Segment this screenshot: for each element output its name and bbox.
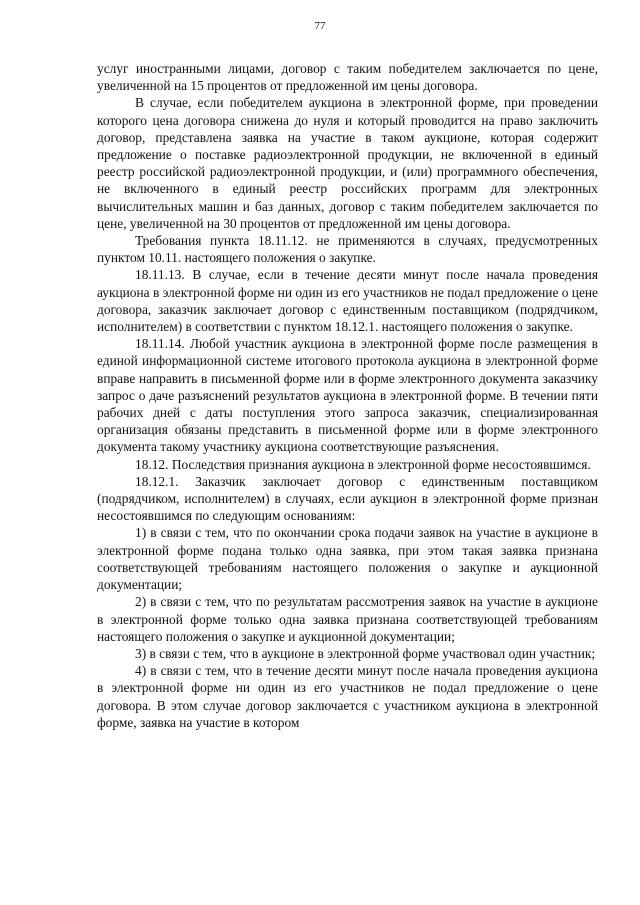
paragraph-18-12-1: 18.12.1. Заказчик заключает договор с единственным поставщиком (подрядчиком, исполнителем) в случаях, если аукцион в электронной форме признан несостоявшимся по следующим основаниям: (97, 473, 598, 524)
paragraph-18-11-13: 18.11.13. В случае, если в течение десяти минут после начала проведения аукциона в электронной форме ни один из его участников не подал предложение о цене договора, заказчик заключает договор с единственным поставщиком (подрядчиком, исполнителем) в соответствии с пунктом 18.12.1. настоящего положения о закупке. (97, 267, 599, 335)
paragraph-18-11-14: 18.11.14. Любой участник аукциона в электронной форме после размещения в единой информационной системе итогового протокола аукциона в электронной форме вправе направить в письменной форме или в форме электронного документа заказчику запрос о даче разъяснений результатов аукциона в электронной форме. В течении пяти рабочих дней с даты поступления этого запроса заказчик, специализированная организация обязаны представить в письменной форме или в форме электронного документа такому участнику аукциона соответствующие разъяснения. (97, 336, 598, 455)
list-item-2: 2) в связи с тем, что по результатам рассмотрения заявок на участие в аукционе в электронной форме только одна заявка признана соответствующей требованиям настоящего положения о закупке и аукционной документации; (97, 594, 598, 644)
list-item-1: 1) в связи с тем, что по окончании срока подачи заявок на участие в аукционе в электронной форме подана только одна заявка, при этом такая заявка признана соответствующей требованиям настоящего положения о закупке и аукционной документации; (97, 525, 598, 593)
paragraph-radioelectronic-price: В случае, если победителем аукциона в электронной форме, при проведении которого цена договора снижена до нуля и который проводится на право заключить договор, представлена заявка на участие в таком аукционе, которая содержит предложение о поставке радиоэлектронной продукции, не включенной в единый реестр российской радиоэлектронной продукции, и (или) программного обеспечения, не включенного в единый реестр российских программ для электронных вычислительных машин и баз данных, договор с таким победителем заключается по цене, увеличенной на 30 процентов от предложенной им цены договора. (97, 95, 598, 231)
list-item-3: 3) в связи с тем, что в аукционе в электронной форме участвовал один участник; (135, 645, 596, 661)
paragraph-continuation: услуг иностранными лицами, договор с таким победителем заключается по цене, увеличенной на 15 процентов от предложенной им цены договора. (97, 61, 598, 94)
section-heading-18-12: 18.12. Последствия признания аукциона в электронной форме несостоявшимся. (135, 456, 591, 472)
list-item-4: 4) в связи с тем, что в течение десяти минут после начала проведения аукциона в электронной форме ни один из его участников не подал предложение о цене договора. В этом случае договор заключается с участником аукциона в электронной форме, заявка на участие в котором (97, 663, 598, 730)
page-number: 77 (314, 20, 326, 32)
paragraph-requirements-exception: Требования пункта 18.11.12. не применяются в случаях, предусмотренных пунктом 10.11. настоящего положения о закупке. (97, 233, 598, 266)
document-body (97, 60, 598, 731)
